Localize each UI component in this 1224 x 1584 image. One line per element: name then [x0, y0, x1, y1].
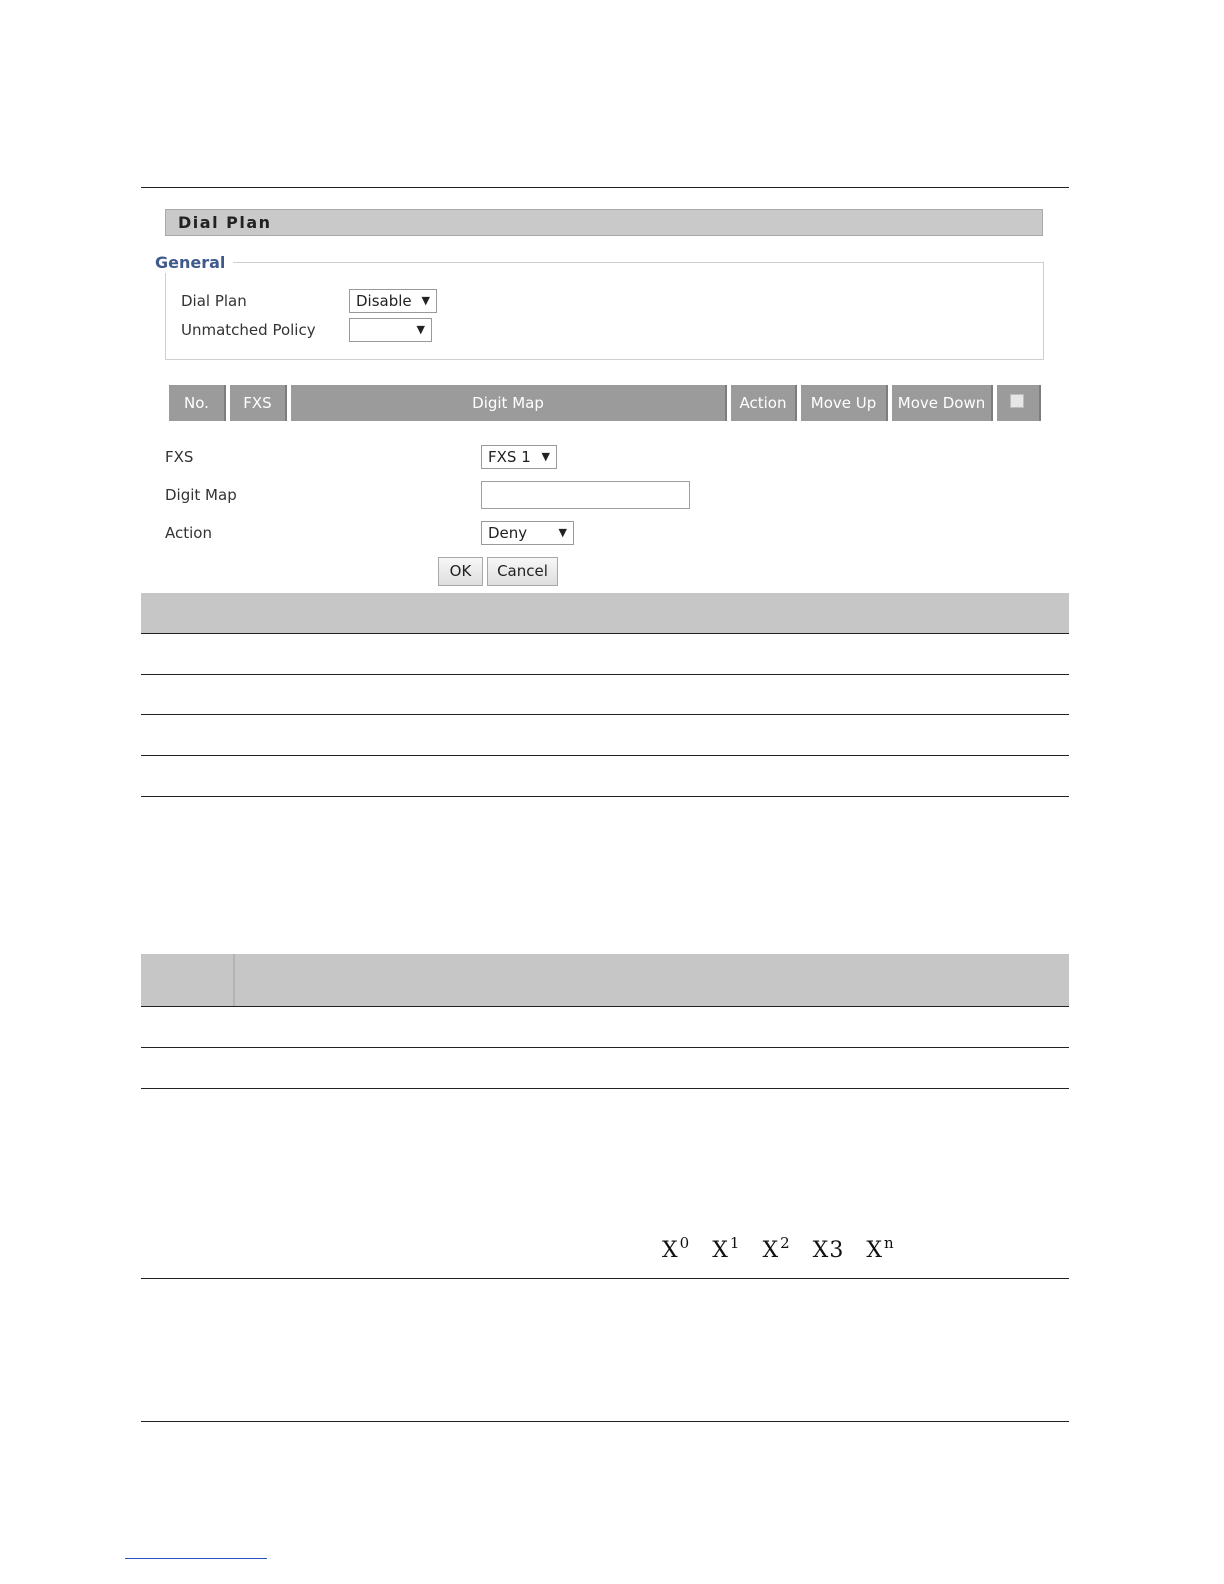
header-fxs: FXS	[230, 385, 287, 421]
rule-bottom	[141, 1421, 1069, 1422]
digit-map-label: Digit Map	[165, 486, 237, 504]
table1-rule	[141, 674, 1069, 675]
header-move-up: Move Up	[801, 385, 888, 421]
power-series-formula	[662, 1234, 909, 1263]
dropdown-arrow-icon: ▼	[541, 450, 550, 463]
term-x0: $X^0$	[662, 1234, 691, 1263]
select-all-checkbox[interactable]	[1010, 394, 1024, 408]
header-select-all	[997, 385, 1041, 421]
top-rule	[141, 187, 1069, 188]
general-fieldset	[165, 262, 1044, 360]
table1-header-band	[141, 593, 1069, 633]
dropdown-arrow-icon: ▼	[421, 294, 430, 307]
fxs-select[interactable]	[481, 445, 557, 469]
table2-rule	[141, 1006, 1069, 1007]
table2-rule	[141, 1047, 1069, 1048]
fxs-label: FXS	[165, 448, 194, 466]
dial-plan-select[interactable]	[349, 289, 437, 313]
table2-header-band	[141, 954, 1069, 1006]
action-select[interactable]	[481, 521, 574, 545]
unmatched-policy-label: Unmatched Policy	[181, 321, 316, 339]
digit-map-input[interactable]	[481, 481, 690, 509]
dial-plan-title-bar	[165, 209, 1043, 236]
term-x1: $X^1$	[712, 1234, 741, 1263]
table1-rule	[141, 755, 1069, 756]
table1-rule	[141, 796, 1069, 797]
table1-rule	[141, 633, 1069, 634]
action-label: Action	[165, 524, 212, 542]
term-x2: $X^2$	[762, 1234, 791, 1263]
term-x3: X3	[812, 1238, 845, 1263]
table2-header-divider	[233, 954, 235, 1006]
dial-plan-title: Dial Plan	[178, 213, 272, 232]
table1-rule	[141, 714, 1069, 715]
header-no: No.	[169, 385, 226, 421]
header-digit-map: Digit Map	[291, 385, 727, 421]
term-xn: $X^n$	[866, 1234, 895, 1263]
cancel-button[interactable]: Cancel	[487, 557, 558, 586]
rule-below-formula	[141, 1278, 1069, 1279]
dial-plan-select-value: Disable	[356, 292, 412, 310]
dial-plan-label: Dial Plan	[181, 292, 247, 310]
table2-rule	[141, 1088, 1069, 1089]
fxs-select-value: FXS 1	[488, 448, 531, 466]
ok-button[interactable]: OK	[438, 557, 483, 586]
header-move-down: Move Down	[892, 385, 993, 421]
unmatched-policy-select[interactable]	[349, 318, 432, 342]
dropdown-arrow-icon: ▼	[416, 323, 425, 336]
dropdown-arrow-icon: ▼	[558, 526, 567, 539]
action-select-value: Deny	[488, 524, 528, 542]
header-action: Action	[731, 385, 797, 421]
general-legend: General	[150, 253, 233, 273]
footer-link-underline	[125, 1558, 267, 1559]
